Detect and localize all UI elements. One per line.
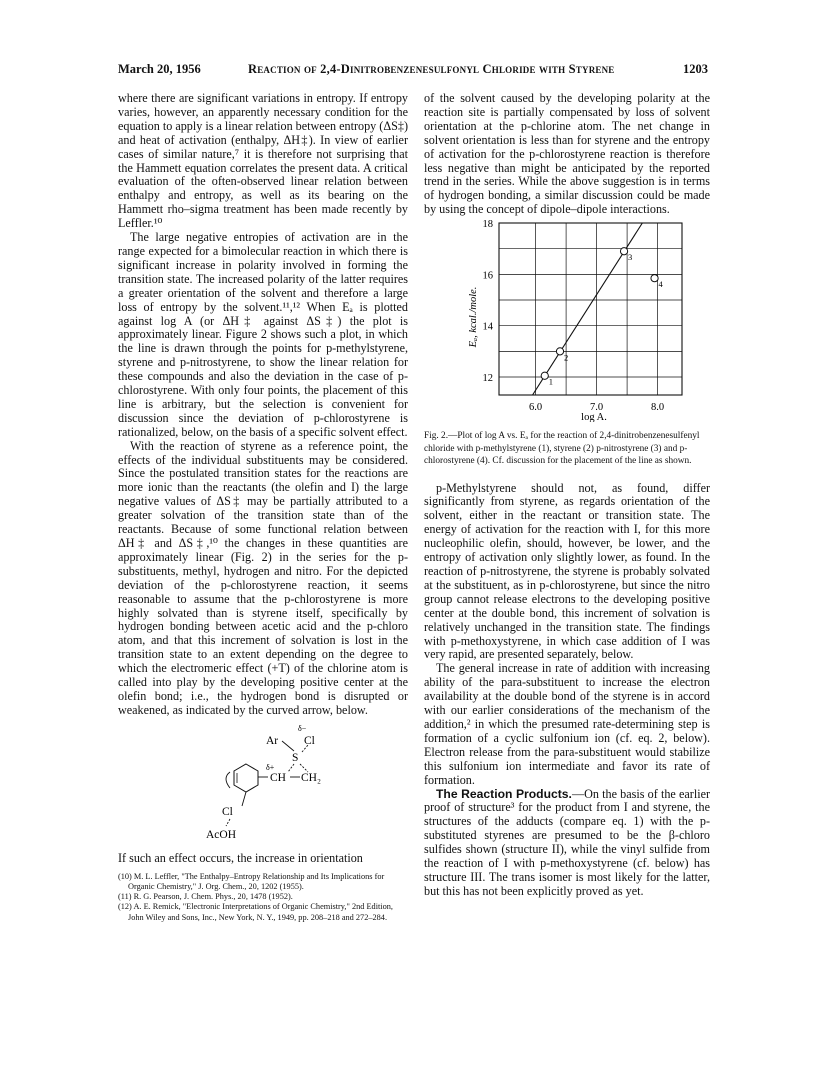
ring-chlorine-label: Cl [222, 805, 233, 818]
data-point [541, 372, 548, 379]
footnotes [118, 872, 408, 923]
x-axis-label: log A. [581, 412, 607, 423]
left-paragraph-2: The large negative entropies of activation are in the range expected for a bimolecular reaction in which there is significant increase in polarity involved in forming the transition state. The increased polarity of the latter requires a greater orientation of the solvent and therefore a large loss of entropy by the solvent.¹¹,¹² When Eₐ is plotted against log A (or ΔH‡ against ΔS‡) the plot is approximately linear. Figure 2 shows such a plot, in which the line is drawn through the points for p-methylstyrene, styrene and p-nitrostyrene, to show the linear relation for these compounds and also the deviation in the case of p-chlorostyrene. With only four points, the placement of this line is arbitrary, but the selection is convenient for discussion since the deviation of p-chlorostyrene is rationalized, below, on the basis of a specific solvent effect. [118, 230, 408, 439]
sulfur-label: S [292, 751, 299, 764]
data-point-label: 1 [548, 376, 553, 387]
right-paragraph-1: of the solvent caused by the developing polarity at the reaction site is partially compensated by loss of solvent orientation at the p-chlorine atom. The net change in solvent orientation is less than for styrene and the entropy of activation for the p-chlorostyrene reaction is therefore less negative than might be anticipated by the reported trend in the series. While the above suggestion is in terms of hydrogen bonding, a similar discussion could be made by using the concept of dipole–dipole interactions. [424, 91, 710, 217]
data-point [651, 275, 658, 282]
footnote-12: (12) A. E. Remick, "Electronic Interpretations of Organic Chemistry," 2nd Edition, John Wiley and Sons, Inc., New York, N. Y., 1949, pp. 208–218 and 272–284. [118, 902, 393, 922]
right-column [424, 92, 710, 899]
y-axis-label: Eₐ, kcal./mole. [468, 286, 479, 348]
y-tick-label: 16 [482, 270, 493, 282]
data-point [556, 348, 563, 355]
footnote-11: (11) R. G. Pearson, J. Chem. Phys., 20, 1478 (1952). [118, 892, 293, 902]
right-paragraph-4 [424, 788, 710, 899]
left-paragraph-3: With the reaction of styrene as a reference point, the effects of the individual substituents may be considered. Since the postulated transition states for the reactions are more ionic than the reactants (the olefin and I) the large negative values of ΔS‡ may be partially attributed to a greater solvation of the transition state than of the reactants. Because of some functional relation between ΔH‡ and ΔS‡,¹⁰ the changes in these quantities are approximately linear (Fig. 2) in the series for the p-substituents, methyl, hydrogen and nitro. For the depicted deviation of the p-chlorostyrene reaction, it seems reasonable to assume that the p-chlorostyrene is more highly solvated than is styrene itself, specifically by hydrogen bonding between acetic acid and the p-chloro atom, and that this increment of solvation is lost in the transition state to an extent depending on the degree to which the electromeric effect (+T) of the chlorine atom is called into play by the developing positive center at the olefin bond; i.e., the hydrogen bond is disrupted or weakened, as indicated by the curved arrow, below. [118, 438, 408, 717]
right-paragraph-2: p-Methylstyrene should not, as found, differ significantly from styrene, as regards orientation of the solvent, either in the reactant or transition state. The energy of activation for the reaction with I, for this more nucleophilic olefin, should, however, be lower, and the entropy of activation only slightly lower, as found. In the reaction of p-nitrostyrene, the styrene is probably solvated at the substituent, as in p-chlorostyrene, but since the nitro group cannot release electrons to the developing positive center at the double bond, this increment of solvation is relatively unchanged in the transition state. The findings with p-methoxystyrene, in which case addition of I was very rapid, are presented separately, below. [424, 480, 710, 662]
right-paragraph-3: The general increase in rate of addition with increasing ability of the para-substituent to increase the electron availability at the double bond of the styrene is in accord with our earlier considerations of the mechanism of the addition,² in which the presumed rate-determining step is formation of a cyclic sulfonium ion (cf. eq. 2, below). Electron release from the para-substituent would stabilize this sulfonium ion intermediate and favor its rate of formation. [424, 661, 710, 787]
data-point-label: 3 [628, 252, 633, 263]
x-tick-label: 7.0 [590, 402, 604, 414]
methylene-label: CH₂ [301, 771, 321, 784]
y-tick-label: 14 [482, 321, 493, 333]
x-tick-label: 6.0 [529, 402, 543, 414]
data-point [620, 248, 627, 255]
header-title: Reaction of 2,4-Dinitrobenzenesulfonyl Chloride with Styrene [248, 62, 615, 76]
left-column [118, 92, 408, 923]
section-text: —On the basis of the earlier proof of structure³ for the product from I and styrene, the structures of the adducts (compare eq. 1) with the p-substituted styrenes are presumed to be the β-chloro sulfides shown (structure II), while the vinyl sulfide from the reaction of I with p-methoxystyrene (cf. below) has structure III. The trans isomer is most likely for the latter, but this has not been explicitly proved as yet. [424, 786, 710, 898]
curved-arrow [226, 772, 230, 788]
structure-diagram [118, 718, 408, 848]
figure-caption: Fig. 2.—Plot of log A vs. Eₐ for the reaction of 2,4-dinitrobenzenesulfenyl chloride with p-methylstyrene (1), styrene (2) p-nitrostyrene (3) and p-chlorostyrene (4). Cf. discussion for the placement of the line as shown. [424, 431, 700, 467]
section-heading: The Reaction Products. [436, 786, 572, 801]
y-tick-label: 12 [482, 373, 493, 385]
methine-label: CH [270, 771, 286, 784]
running-header [118, 62, 708, 80]
partial-charge-minus: δ− [298, 723, 307, 733]
x-tick-label: 8.0 [651, 402, 665, 414]
benzene-ring [234, 764, 258, 792]
figure-2-chart [424, 217, 710, 422]
chlorine-label: Cl [304, 734, 315, 747]
page-number: 1203 [683, 62, 708, 76]
left-paragraph-1: where there are significant variations in entropy. If entropy varies, however, an apparently necessary condition for the equation to apply is a linear relation between entropy (ΔS‡) and heat of activation (enthalpy, ΔH‡). In view of earlier cases of similar nature,⁷ it is therefore not surprising that the Hammett equation correlates the present data. A critical evaluation of the often-observed linear relation between enthalpy and entropy, as well as its bearing on the Hammett rho–sigma treatment has been made recently by Leffler.¹⁰ [118, 91, 408, 231]
acetic-acid-label: AcOH [206, 828, 237, 841]
left-paragraph-4: If such an effect occurs, the increase in orientation [118, 850, 363, 865]
header-date: March 20, 1956 [118, 62, 201, 76]
aryl-label: Ar [266, 734, 279, 747]
y-tick-label: 18 [482, 219, 493, 231]
data-point-label: 2 [564, 352, 569, 363]
data-point-label: 4 [658, 279, 663, 290]
footnote-10: (10) M. L. Leffler, "The Enthalpy–Entropy Relationship and Its Implications for Organic Chemistry," J. Org. Chem., 20, 1202 (1955). [118, 871, 385, 891]
partial-charge-plus: δ+ [266, 762, 275, 772]
